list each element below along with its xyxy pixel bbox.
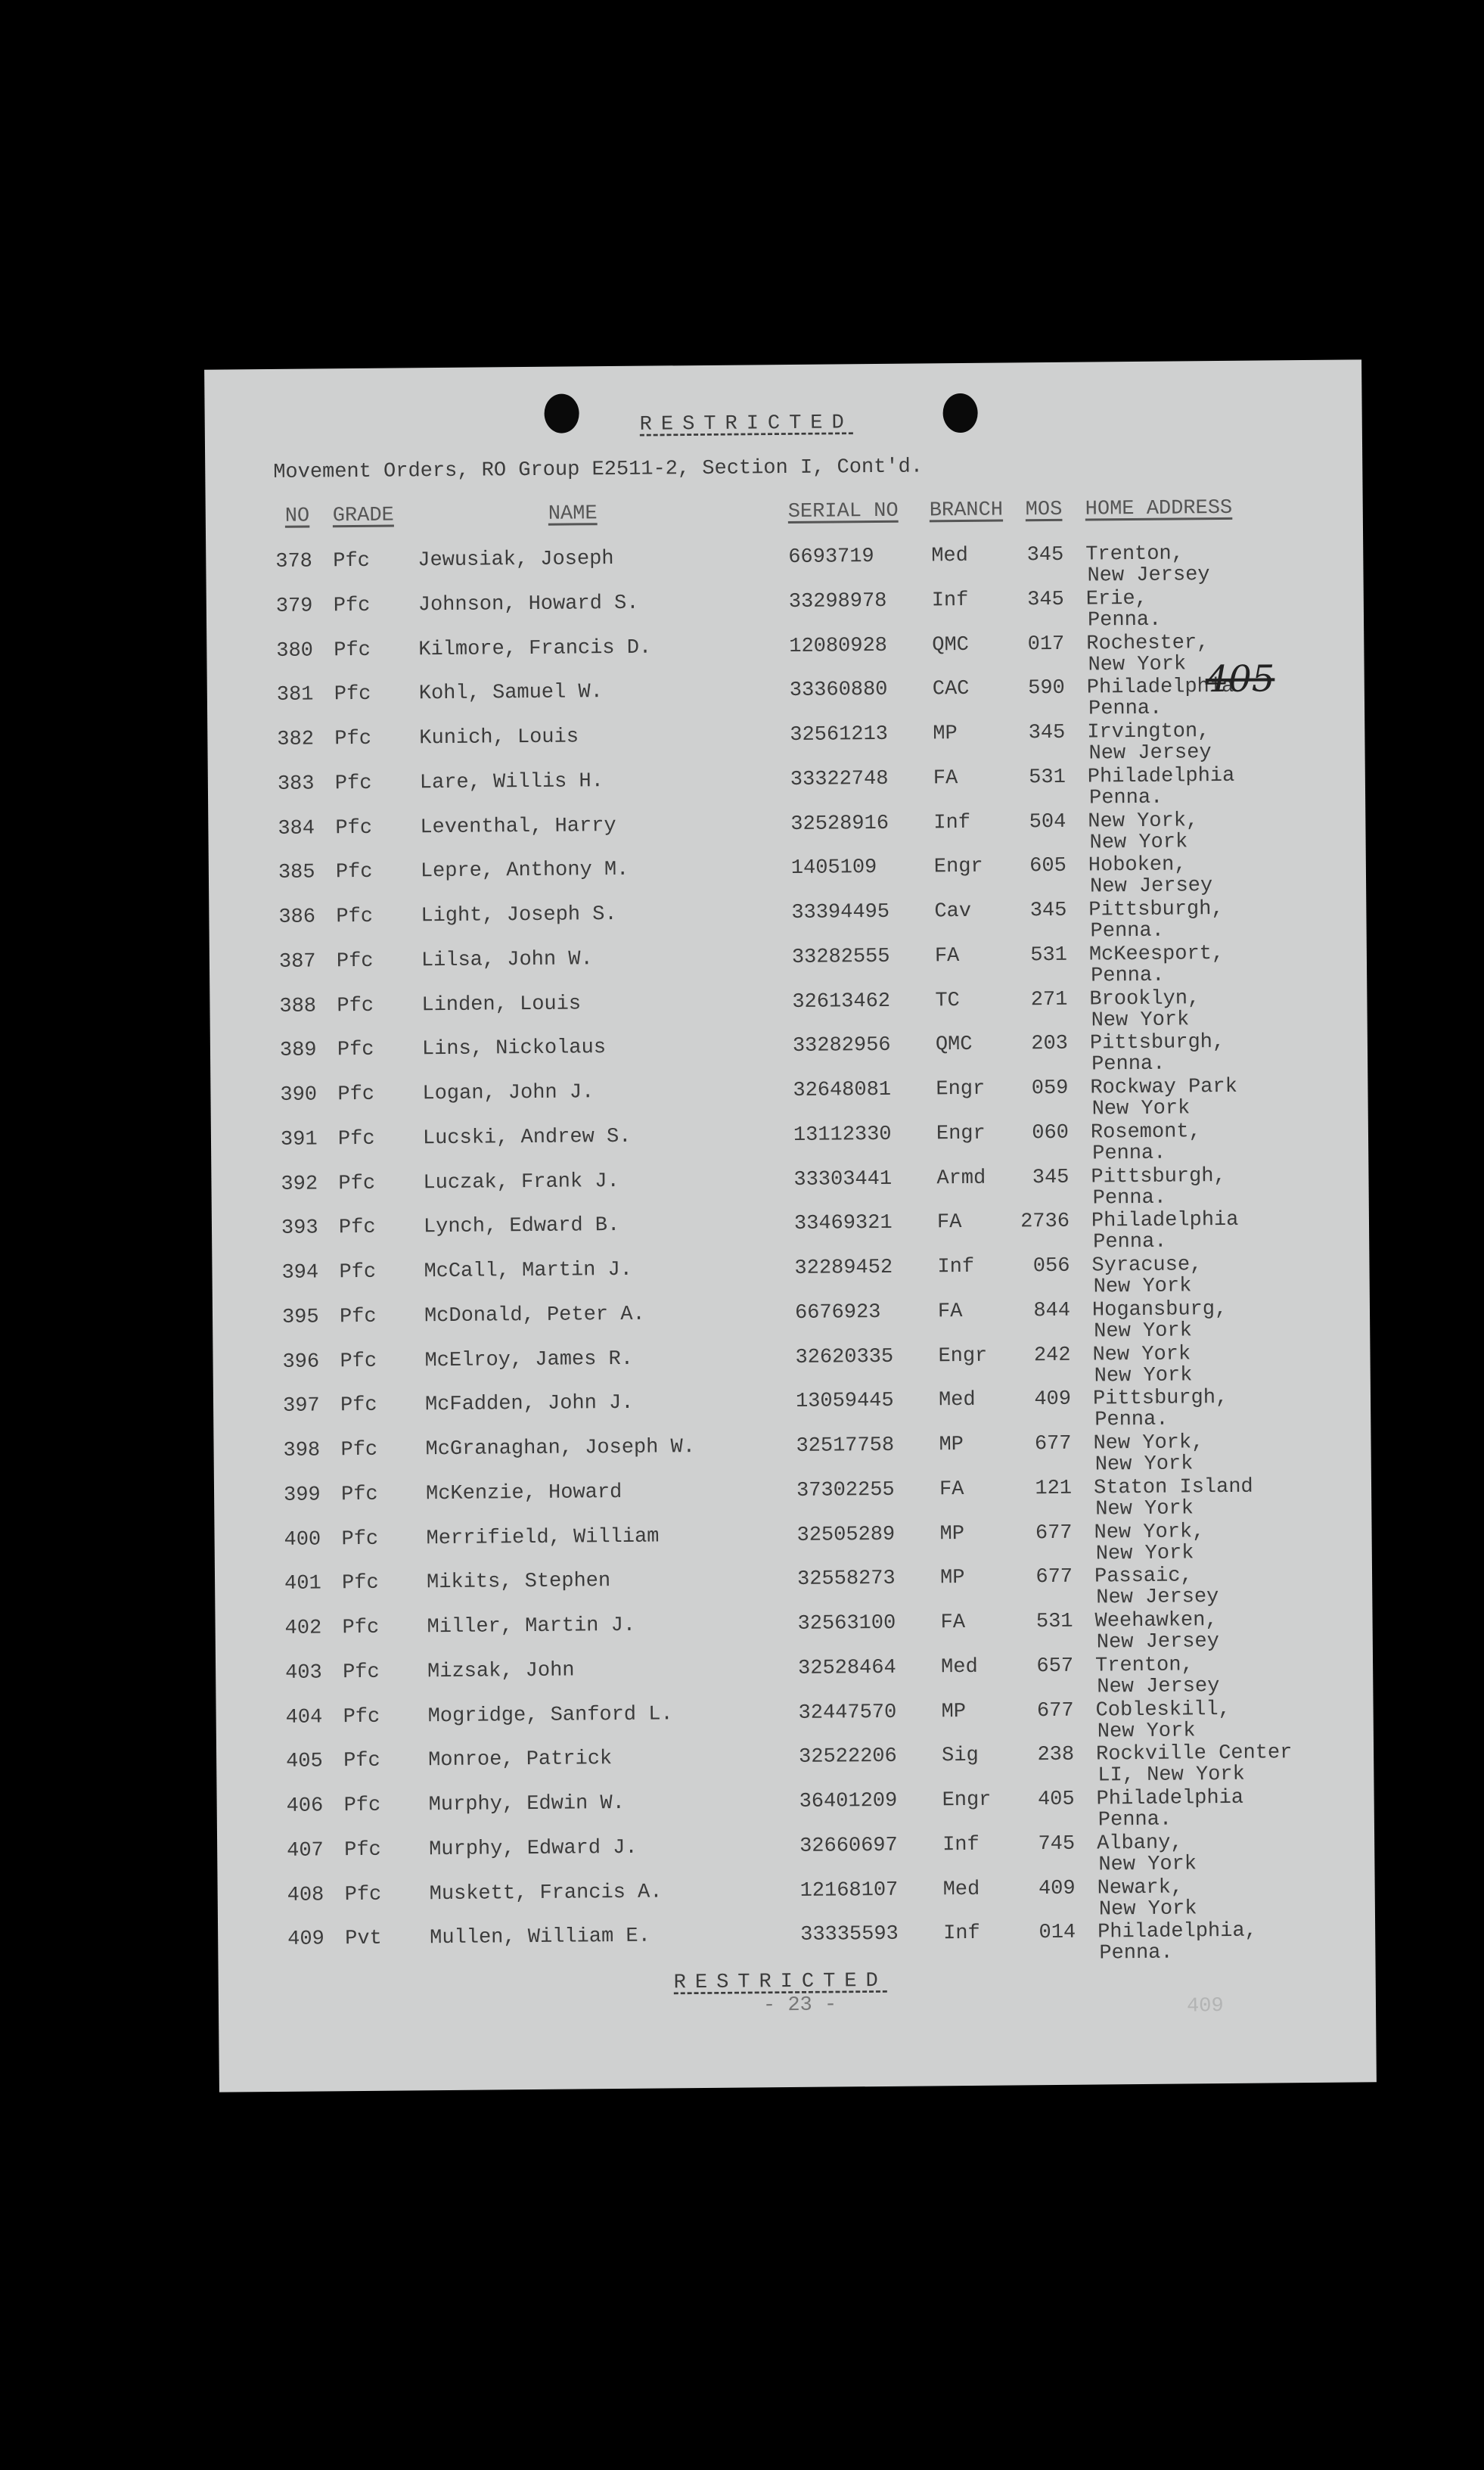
- row-name: McCall, Martin J.: [424, 1258, 633, 1284]
- row-number: 404: [285, 1705, 323, 1729]
- row-address-line-2: New York: [1093, 1275, 1192, 1299]
- row-address-line-2: New York: [1088, 652, 1187, 677]
- row-mos: 590: [1028, 677, 1065, 701]
- row-serial-no: 32648081: [793, 1078, 892, 1102]
- row-grade: Pfc: [340, 1350, 377, 1373]
- row-serial-no: 1405109: [790, 856, 877, 881]
- row-serial-no: 33298978: [788, 589, 887, 614]
- row-grade: Pfc: [337, 994, 374, 1018]
- row-branch: Med: [938, 1389, 976, 1412]
- row-address-line-2: Penna.: [1091, 1052, 1166, 1077]
- row-branch: Engr: [936, 1077, 986, 1101]
- row-serial-no: 33303441: [793, 1167, 893, 1192]
- row-number: 408: [287, 1883, 324, 1907]
- row-mos: 844: [1033, 1299, 1071, 1322]
- row-mos: 345: [1026, 543, 1064, 567]
- row-branch: MP: [939, 1522, 965, 1546]
- row-serial-no: 13059445: [795, 1390, 894, 1414]
- row-serial-no: 13112330: [793, 1123, 892, 1147]
- row-address-line-1: Irvington,: [1087, 720, 1210, 744]
- row-serial-no: 36401209: [799, 1789, 898, 1813]
- row-grade: Pfc: [342, 1616, 380, 1640]
- row-grade: Pfc: [336, 905, 374, 929]
- row-name: Kohl, Samuel W.: [418, 681, 604, 706]
- row-address-line-1: Staton Island: [1093, 1475, 1253, 1500]
- row-mos: 504: [1029, 810, 1066, 834]
- row-grade: Pfc: [337, 1083, 375, 1107]
- row-address-line-2: Penna.: [1090, 919, 1164, 943]
- row-name: Leventhal, Harry: [420, 814, 616, 839]
- row-address-line-2: Penna.: [1094, 1408, 1169, 1432]
- row-mos: 238: [1037, 1744, 1075, 1767]
- row-address-line-1: Rosemont,: [1090, 1120, 1201, 1145]
- row-address-line-2: New York: [1094, 1363, 1193, 1388]
- row-address-line-2: Penna.: [1099, 1941, 1173, 1965]
- row-grade: Pfc: [343, 1705, 380, 1729]
- row-serial-no: 32517758: [796, 1434, 895, 1458]
- row-number: 378: [275, 550, 313, 573]
- row-address-line-2: New York: [1097, 1719, 1196, 1743]
- row-number: 397: [282, 1394, 320, 1418]
- row-mos: 345: [1027, 588, 1064, 611]
- row-mos: 014: [1038, 1921, 1076, 1945]
- row-name: Johnson, Howard S.: [418, 592, 639, 617]
- row-address-line-2: Penna.: [1088, 697, 1163, 721]
- row-address-line-1: Syracuse,: [1091, 1254, 1203, 1278]
- row-branch: MP: [941, 1700, 967, 1723]
- row-serial-no: 33282956: [792, 1034, 891, 1058]
- row-mos: 745: [1038, 1832, 1076, 1856]
- row-address-line-1: Trenton,: [1085, 542, 1184, 567]
- row-mos: 017: [1027, 632, 1065, 656]
- row-address-line-2: New Jersey: [1088, 741, 1212, 766]
- row-address-line-1: New York: [1092, 1342, 1191, 1367]
- row-address-line-2: LI, New York: [1097, 1763, 1245, 1788]
- row-address-line-1: McKeesport,: [1088, 942, 1225, 967]
- row-name: Mogridge, Sanford L.: [427, 1702, 673, 1728]
- row-address-line-1: Erie,: [1085, 587, 1147, 611]
- row-branch: Inf: [933, 811, 971, 834]
- row-branch: FA: [939, 1477, 964, 1502]
- row-address-line-1: Albany,: [1097, 1832, 1183, 1856]
- row-name: Lepre, Anthony M.: [420, 859, 629, 884]
- row-mos: 677: [1034, 1432, 1072, 1456]
- row-grade: Pfc: [337, 1127, 375, 1151]
- row-address-line-1: Trenton,: [1094, 1654, 1194, 1678]
- row-serial-no: 32528464: [797, 1656, 896, 1680]
- row-name: Kunich, Louis: [419, 725, 579, 750]
- row-branch: Engr: [933, 856, 983, 879]
- row-address-line-1: Hogansburg,: [1091, 1297, 1228, 1322]
- punch-hole: [942, 393, 977, 433]
- row-grade: Pfc: [337, 1039, 374, 1062]
- row-serial-no: 32561213: [790, 722, 889, 747]
- row-address-line-2: New York: [1089, 830, 1188, 855]
- row-branch: FA: [934, 944, 960, 968]
- row-grade: Pfc: [334, 727, 372, 751]
- row-grade: Pfc: [336, 949, 374, 973]
- row-grade: Pvt: [345, 1928, 382, 1951]
- row-serial-no: 33322748: [790, 767, 889, 791]
- column-header-branch: BRANCH: [929, 499, 1004, 523]
- row-mos: 531: [1030, 943, 1068, 967]
- faint-stamp: 409: [1186, 1995, 1224, 2018]
- row-address-line-1: Philadelphia,: [1097, 1919, 1257, 1944]
- document-subtitle: Movement Orders, RO Group E2511-2, Section I, Cont'd.: [273, 455, 924, 484]
- row-number: 381: [276, 683, 314, 707]
- row-serial-no: 32505289: [796, 1523, 896, 1547]
- row-branch: MP: [939, 1567, 965, 1590]
- row-mos: 677: [1035, 1566, 1073, 1589]
- row-mos: 531: [1029, 766, 1066, 789]
- row-address-line-1: Passaic,: [1094, 1564, 1193, 1589]
- row-number: 400: [284, 1527, 321, 1552]
- classification-footer: RESTRICTED: [673, 1969, 887, 1995]
- row-number: 409: [287, 1928, 324, 1952]
- row-name: Linden, Louis: [421, 992, 582, 1017]
- row-number: 390: [280, 1083, 318, 1107]
- row-address-line-2: New York: [1094, 1452, 1194, 1477]
- row-branch: Inf: [931, 589, 969, 613]
- row-name: Lilsa, John W.: [421, 948, 593, 972]
- row-grade: Pfc: [334, 772, 372, 795]
- row-branch: TC: [935, 989, 960, 1012]
- row-mos: 203: [1031, 1033, 1069, 1056]
- row-name: Mullen, William E.: [430, 1925, 650, 1950]
- row-number: 407: [287, 1839, 324, 1863]
- row-address-line-2: Penna.: [1093, 1230, 1167, 1254]
- row-address-line-2: New Jersey: [1089, 875, 1213, 899]
- column-header-home-address: HOME ADDRESS: [1085, 496, 1233, 521]
- row-address-line-2: Penna.: [1097, 1808, 1172, 1832]
- row-serial-no: 32613462: [792, 990, 891, 1014]
- row-address-line-1: Brooklyn,: [1089, 986, 1200, 1011]
- row-name: Mizsak, John: [427, 1659, 575, 1683]
- row-branch: Engr: [938, 1344, 988, 1368]
- row-address-line-1: Pittsburgh,: [1088, 897, 1224, 922]
- row-name: Luczak, Frank J.: [423, 1170, 619, 1195]
- row-grade: Pfc: [343, 1750, 380, 1773]
- row-number: 402: [284, 1617, 322, 1640]
- row-grade: Pfc: [344, 1883, 382, 1906]
- row-mos: 409: [1034, 1388, 1072, 1412]
- row-address-line-1: Philadelphia: [1087, 764, 1235, 789]
- row-serial-no: 33360880: [789, 679, 888, 703]
- row-mos: 657: [1036, 1654, 1074, 1678]
- row-grade: Pfc: [344, 1838, 381, 1862]
- row-address-line-1: Hoboken,: [1088, 853, 1187, 878]
- row-grade: Pfc: [338, 1172, 376, 1195]
- row-mos: 271: [1030, 988, 1068, 1011]
- row-grade: Pfc: [339, 1260, 377, 1285]
- row-grade: Pfc: [343, 1794, 381, 1818]
- row-number: 387: [278, 950, 316, 974]
- row-address-line-2: New York: [1098, 1897, 1197, 1921]
- row-name: Merrifield, William: [426, 1525, 660, 1550]
- page-number: - 23 -: [762, 1993, 837, 2018]
- row-branch: Inf: [937, 1255, 975, 1279]
- row-branch: FA: [937, 1300, 963, 1324]
- row-number: 384: [278, 816, 315, 840]
- row-address-line-2: New Jersey: [1096, 1586, 1219, 1610]
- row-address-line-2: Penna.: [1092, 1142, 1166, 1166]
- row-branch: Cav: [934, 899, 972, 924]
- classification-header: RESTRICTED: [639, 412, 853, 437]
- column-header-no: NO: [284, 505, 310, 528]
- row-number: 401: [284, 1572, 321, 1596]
- row-serial-no: 32558273: [796, 1567, 896, 1592]
- row-mos: 059: [1031, 1077, 1069, 1101]
- row-number: 403: [285, 1661, 322, 1685]
- row-serial-no: 32660697: [799, 1834, 898, 1858]
- row-address-line-2: New York: [1095, 1541, 1194, 1565]
- row-serial-no: 32620335: [795, 1345, 894, 1369]
- row-branch: QMC: [932, 633, 970, 657]
- row-number: 399: [283, 1484, 321, 1507]
- row-name: Murphy, Edward J.: [429, 1836, 638, 1861]
- row-branch: Engr: [942, 1788, 992, 1813]
- row-grade: Pfc: [343, 1661, 380, 1684]
- row-serial-no: 12080928: [789, 634, 888, 658]
- row-mos: 060: [1032, 1121, 1070, 1145]
- row-number: 382: [277, 728, 315, 751]
- row-address-line-1: Newark,: [1097, 1876, 1184, 1900]
- row-name: Lare, Willis H.: [419, 769, 604, 795]
- row-address-line-1: Philadelphia: [1096, 1786, 1244, 1811]
- row-name: Lucski, Andrew S.: [422, 1125, 632, 1150]
- row-number: 396: [282, 1350, 320, 1374]
- row-address-line-1: Philadelphia: [1091, 1209, 1239, 1233]
- column-header-serial: SERIAL NO: [787, 499, 899, 524]
- row-address-line-1: Rochester,: [1086, 631, 1209, 656]
- document-page: [204, 359, 1377, 2092]
- row-branch: Med: [940, 1655, 978, 1679]
- row-grade: Pfc: [334, 683, 371, 707]
- row-number: 380: [276, 638, 314, 663]
- row-serial-no: 32563100: [797, 1611, 896, 1636]
- row-serial-no: 33335593: [800, 1923, 899, 1947]
- row-branch: QMC: [935, 1033, 973, 1057]
- column-header-name: NAME: [548, 502, 598, 526]
- row-address-line-1: Pittsburgh,: [1091, 1164, 1226, 1189]
- row-address-line-1: Rockway Park: [1090, 1075, 1237, 1100]
- row-address-line-1: Cobleskill,: [1095, 1698, 1231, 1723]
- row-grade: Pfc: [338, 1216, 376, 1240]
- row-serial-no: 32528916: [790, 812, 889, 836]
- row-name: McElroy, James R.: [424, 1347, 634, 1372]
- row-address-line-1: New York,: [1094, 1520, 1205, 1545]
- row-number: 406: [286, 1794, 324, 1818]
- row-number: 379: [275, 595, 313, 618]
- row-address-line-1: New York,: [1088, 809, 1199, 834]
- row-name: McKenzie, Howard: [425, 1480, 622, 1505]
- row-grade: Pfc: [334, 638, 371, 662]
- row-address-line-1: Pittsburgh,: [1092, 1387, 1228, 1411]
- row-branch: FA: [940, 1611, 966, 1635]
- row-branch: Inf: [943, 1922, 980, 1946]
- row-name: Light, Joseph S.: [421, 903, 617, 928]
- row-name: Lynch, Edward B.: [423, 1214, 620, 1239]
- row-grade: Pfc: [333, 549, 371, 573]
- row-branch: Med: [931, 544, 969, 568]
- row-mos: 121: [1035, 1477, 1073, 1500]
- row-address-line-2: Penna.: [1092, 1186, 1167, 1210]
- row-branch: MP: [939, 1434, 964, 1457]
- row-number: 385: [278, 861, 315, 885]
- row-number: 392: [281, 1172, 318, 1196]
- row-number: 391: [280, 1128, 318, 1151]
- row-name: Lins, Nickolaus: [421, 1036, 607, 1061]
- row-mos: 531: [1035, 1610, 1073, 1634]
- row-branch: MP: [933, 722, 958, 746]
- row-address-line-1: Pittsburgh,: [1089, 1031, 1225, 1055]
- row-branch: Armd: [936, 1167, 986, 1190]
- row-name: Kilmore, Francis D.: [418, 636, 652, 661]
- row-address-line-2: Penna.: [1091, 964, 1165, 988]
- row-serial-no: 12168107: [799, 1878, 899, 1903]
- row-address-line-2: Penna.: [1087, 608, 1162, 632]
- row-address-line-2: New York: [1095, 1497, 1194, 1521]
- row-mos: 405: [1037, 1788, 1075, 1812]
- row-branch: FA: [933, 766, 958, 791]
- row-name: McFadden, John J.: [424, 1392, 634, 1417]
- row-grade: Pfc: [341, 1527, 379, 1551]
- row-mos: 605: [1029, 855, 1067, 878]
- row-grade: Pfc: [335, 816, 373, 840]
- row-serial-no: 33394495: [791, 900, 890, 924]
- row-mos: 242: [1033, 1344, 1071, 1367]
- row-branch: Engr: [936, 1122, 986, 1146]
- column-header-mos: MOS: [1025, 498, 1063, 522]
- row-serial-no: 6693719: [788, 545, 874, 569]
- row-branch: Med: [942, 1878, 980, 1901]
- row-serial-no: 33282555: [791, 945, 890, 969]
- row-branch: Sig: [941, 1745, 979, 1768]
- row-name: McGranaghan, Joseph W.: [425, 1436, 696, 1462]
- row-name: Murphy, Edwin W.: [428, 1791, 626, 1817]
- row-grade: Pfc: [333, 594, 371, 617]
- row-branch: Inf: [942, 1833, 980, 1857]
- punch-hole: [544, 393, 579, 433]
- row-grade: Pfc: [335, 861, 373, 884]
- row-branch: FA: [936, 1211, 962, 1235]
- row-mos: 056: [1032, 1254, 1070, 1278]
- row-mos: 345: [1032, 1166, 1070, 1189]
- row-number: 389: [279, 1039, 317, 1063]
- row-name: Jewusiak, Joseph: [418, 548, 614, 573]
- row-number: 386: [278, 906, 316, 929]
- row-grade: Pfc: [340, 1394, 377, 1418]
- row-grade: Pfc: [341, 1572, 379, 1595]
- row-number: 388: [279, 994, 317, 1018]
- row-name: Monroe, Patrick: [428, 1748, 613, 1772]
- row-serial-no: 32289452: [794, 1256, 893, 1280]
- row-mos: 345: [1029, 899, 1067, 923]
- row-address-line-2: New York: [1094, 1319, 1192, 1344]
- row-address-line-1: Rockville Center: [1095, 1741, 1293, 1766]
- row-address-line-1: Philadelphia: [1086, 676, 1234, 700]
- row-number: 398: [283, 1439, 321, 1462]
- row-mos: 677: [1035, 1521, 1073, 1545]
- row-name: McDonald, Peter A.: [424, 1303, 645, 1328]
- handwritten-page-number: 405: [1205, 657, 1275, 701]
- row-grade: Pfc: [340, 1483, 378, 1506]
- row-serial-no: 37302255: [796, 1478, 895, 1502]
- row-address-line-2: New York: [1091, 1008, 1190, 1033]
- row-name: Logan, John J.: [422, 1081, 595, 1106]
- row-mos: 345: [1028, 721, 1066, 745]
- row-serial-no: 32447570: [798, 1701, 897, 1725]
- row-number: 405: [286, 1750, 323, 1774]
- row-grade: Pfc: [340, 1438, 378, 1462]
- row-name: Muskett, Francis A.: [429, 1881, 663, 1906]
- row-number: 394: [281, 1261, 319, 1285]
- row-number: 395: [281, 1306, 319, 1329]
- row-branch: CAC: [932, 678, 970, 701]
- row-name: Miller, Martin J.: [427, 1614, 636, 1639]
- row-serial-no: 33469321: [793, 1212, 893, 1236]
- row-number: 383: [277, 772, 315, 796]
- row-mos: 409: [1038, 1877, 1076, 1900]
- column-header-grade: GRADE: [332, 504, 394, 528]
- row-address-line-2: New York: [1098, 1853, 1197, 1877]
- row-mos: 2736: [1020, 1210, 1070, 1234]
- row-address-line-2: Penna.: [1088, 786, 1163, 810]
- row-address-line-1: New York,: [1093, 1431, 1204, 1456]
- row-address-line-2: New Jersey: [1096, 1630, 1219, 1654]
- row-serial-no: 6676923: [794, 1300, 881, 1325]
- row-mos: 677: [1036, 1699, 1074, 1723]
- row-address-line-2: New Jersey: [1087, 564, 1210, 588]
- row-grade: Pfc: [339, 1305, 377, 1328]
- row-name: Mikits, Stephen: [426, 1570, 611, 1595]
- row-address-line-2: New Jersey: [1097, 1674, 1220, 1699]
- row-address-line-2: New York: [1091, 1097, 1191, 1121]
- row-number: 393: [281, 1216, 318, 1241]
- row-serial-no: 32522206: [799, 1745, 897, 1769]
- row-address-line-1: Weehawken,: [1094, 1609, 1218, 1633]
